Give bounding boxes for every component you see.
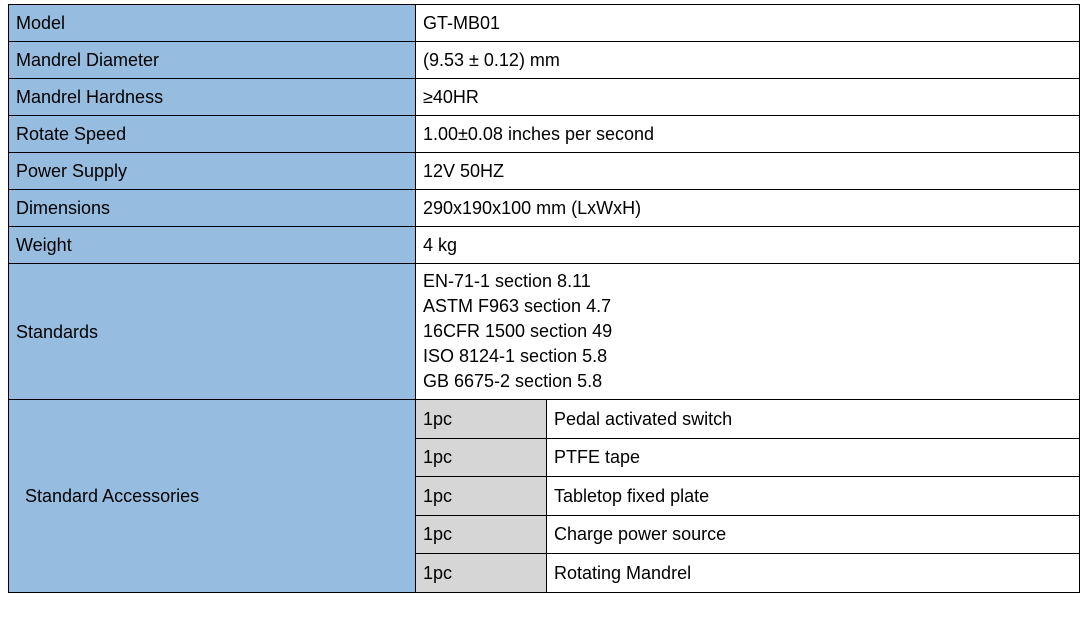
accessory-name: Rotating Mandrel [547, 554, 1080, 592]
spec-row-standards [9, 264, 1080, 400]
spec-value-dimensions: 290x190x100 mm (LxWxH) [416, 190, 1080, 227]
accessory-qty: 1pc [416, 554, 547, 592]
spec-value-mandrel-hardness: ≥40HR [416, 79, 1080, 116]
standard-line: EN-71-1 section 8.11 [423, 271, 591, 291]
spec-row-mandrel-diameter [9, 42, 1080, 79]
accessory-qty: 1pc [416, 438, 547, 477]
spec-row-power-supply [9, 153, 1080, 190]
spec-row-weight [9, 227, 1080, 264]
accessory-name: Tabletop fixed plate [547, 477, 1080, 516]
accessory-row [416, 515, 1079, 554]
standard-line: 16CFR 1500 section 49 [423, 321, 613, 341]
spec-row-accessories [9, 400, 1080, 593]
spec-label-accessories: Standard Accessories [9, 400, 416, 593]
spec-table [8, 4, 1080, 593]
spec-label-mandrel-diameter: Mandrel Diameter [9, 42, 416, 79]
accessory-qty: 1pc [416, 477, 547, 516]
spec-value-mandrel-diameter: (9.53 ± 0.12) mm [416, 42, 1080, 79]
spec-row-mandrel-hardness [9, 79, 1080, 116]
spec-value-standards [416, 264, 1080, 400]
spec-label-dimensions: Dimensions [9, 190, 416, 227]
accessory-qty: 1pc [416, 515, 547, 554]
spec-row-model [9, 5, 1080, 42]
spec-row-dimensions [9, 190, 1080, 227]
spec-value-power-supply: 12V 50HZ [416, 153, 1080, 190]
spec-value-weight: 4 kg [416, 227, 1080, 264]
spec-row-rotate-speed [9, 116, 1080, 153]
accessory-name: Charge power source [547, 515, 1080, 554]
standard-line: ISO 8124-1 section 5.8 [423, 346, 608, 366]
spec-label-rotate-speed: Rotate Speed [9, 116, 416, 153]
accessory-row [416, 477, 1079, 516]
spec-label-mandrel-hardness: Mandrel Hardness [9, 79, 416, 116]
accessory-row [416, 554, 1079, 592]
spec-label-weight: Weight [9, 227, 416, 264]
accessory-name: Pedal activated switch [547, 400, 1080, 438]
spec-label-standards: Standards [9, 264, 416, 400]
standard-line: GB 6675-2 section 5.8 [423, 371, 603, 391]
accessory-row [416, 400, 1079, 438]
spec-value-rotate-speed: 1.00±0.08 inches per second [416, 116, 1080, 153]
spec-label-model: Model [9, 5, 416, 42]
accessory-name: PTFE tape [547, 438, 1080, 477]
spec-label-power-supply: Power Supply [9, 153, 416, 190]
accessories-cell [416, 400, 1080, 593]
standard-line: ASTM F963 section 4.7 [423, 296, 612, 316]
accessories-table [416, 400, 1079, 592]
accessory-qty: 1pc [416, 400, 547, 438]
spec-value-model: GT-MB01 [416, 5, 1080, 42]
spec-table-container [8, 4, 1080, 593]
accessory-row [416, 438, 1079, 477]
